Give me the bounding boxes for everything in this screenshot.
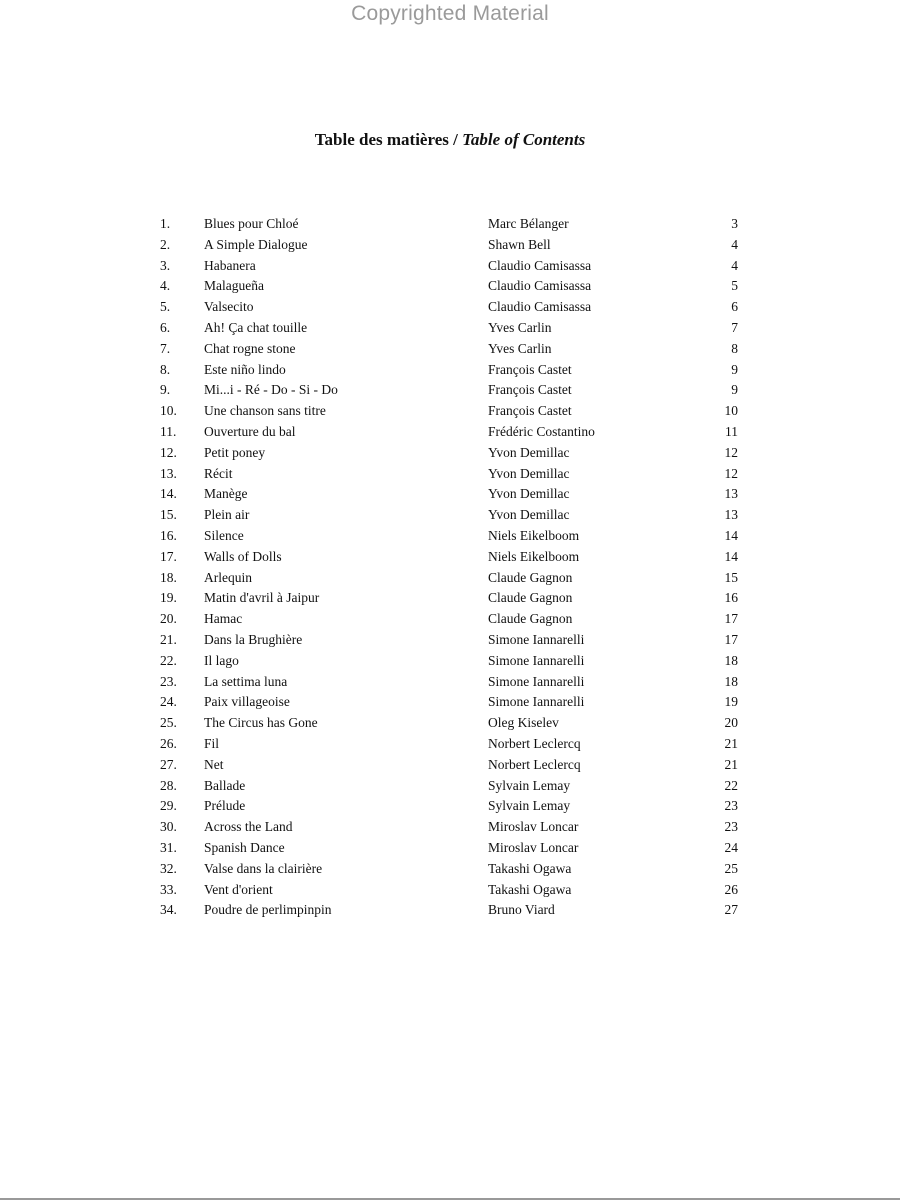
- toc-entry: [160, 339, 740, 360]
- entry-composer: Yvon Demillac: [488, 507, 570, 523]
- entry-page-number: 8: [731, 340, 738, 356]
- toc-entry: [160, 900, 740, 921]
- entry-title: Chat rogne stone: [204, 340, 296, 356]
- entry-page-number: 4: [731, 236, 738, 252]
- entry-number: 3.: [160, 257, 171, 273]
- entry-page-number: 17: [724, 631, 738, 647]
- entry-composer: Claudio Camisassa: [488, 299, 592, 315]
- entry-title: Valsecito: [204, 299, 254, 315]
- entry-title: Habanera: [204, 257, 256, 273]
- entry-page-number: 11: [725, 423, 738, 439]
- toc-entry: [160, 838, 740, 859]
- entry-number: 5.: [160, 299, 171, 315]
- entry-composer: Miroslav Loncar: [488, 839, 579, 855]
- entry-title: Ballade: [204, 777, 246, 793]
- toc-entry: [160, 776, 740, 797]
- entry-number: 9.: [160, 382, 171, 398]
- entry-page-number: 21: [724, 756, 738, 772]
- entry-composer: Claudio Camisassa: [488, 278, 592, 294]
- entry-composer: François Castet: [488, 361, 572, 377]
- entry-number: 27.: [160, 756, 177, 772]
- entry-page-number: 15: [724, 569, 738, 585]
- entry-composer: Simone Iannarelli: [488, 694, 585, 710]
- entry-composer: Sylvain Lemay: [488, 798, 571, 814]
- entry-composer: Yvon Demillac: [488, 465, 570, 481]
- entry-number: 29.: [160, 798, 177, 814]
- toc-entry: [160, 443, 740, 464]
- title-english: Table of Contents: [462, 130, 586, 149]
- entry-page-number: 25: [724, 860, 738, 876]
- entry-page-number: 19: [724, 694, 738, 710]
- entry-page-number: 27: [724, 902, 738, 918]
- toc-entry: [160, 880, 740, 901]
- entry-title: Silence: [204, 527, 244, 543]
- toc-entry: [160, 609, 740, 630]
- entry-number: 19.: [160, 590, 177, 606]
- entry-title: Mi...i - Ré - Do - Si - Do: [204, 382, 338, 398]
- toc-entry: [160, 755, 740, 776]
- entry-number: 11.: [160, 423, 177, 439]
- entry-number: 16.: [160, 527, 177, 543]
- toc-entry: [160, 526, 740, 547]
- entry-number: 23.: [160, 673, 177, 689]
- entry-composer: Claude Gagnon: [488, 569, 573, 585]
- entry-number: 15.: [160, 507, 177, 523]
- toc-entry: [160, 568, 740, 589]
- entry-title: Il lago: [204, 652, 239, 668]
- entry-title: Arlequin: [204, 569, 252, 585]
- entry-number: 6.: [160, 319, 171, 335]
- entry-page-number: 17: [724, 611, 738, 627]
- entry-composer: Simone Iannarelli: [488, 631, 585, 647]
- entry-title: Blues pour Chloé: [204, 216, 299, 231]
- toc-entry: [160, 401, 740, 422]
- entry-page-number: 4: [731, 257, 738, 273]
- entry-number: 4.: [160, 278, 171, 294]
- toc-entry: [160, 713, 740, 734]
- entry-number: 34.: [160, 902, 177, 918]
- entry-composer: Sylvain Lemay: [488, 777, 571, 793]
- entry-composer: Yvon Demillac: [488, 486, 570, 502]
- entry-number: 13.: [160, 465, 177, 481]
- entry-title: Across the Land: [204, 819, 293, 835]
- entry-page-number: 14: [724, 548, 738, 564]
- entry-number: 28.: [160, 777, 177, 793]
- toc-entry: [160, 505, 740, 526]
- entry-title: Ah! Ça chat touille: [204, 319, 308, 335]
- entry-page-number: 10: [724, 403, 738, 419]
- entry-number: 26.: [160, 735, 177, 751]
- entry-composer: Miroslav Loncar: [488, 819, 579, 835]
- toc-entry: [160, 360, 740, 381]
- entry-page-number: 7: [731, 319, 738, 335]
- entry-page-number: 24: [724, 839, 738, 855]
- toc-entry: [160, 672, 740, 693]
- entry-number: 30.: [160, 819, 177, 835]
- toc-entry: [160, 734, 740, 755]
- entry-title: Une chanson sans titre: [204, 403, 326, 419]
- entry-number: 21.: [160, 631, 177, 647]
- entry-title: Manège: [204, 486, 248, 502]
- entry-page-number: 9: [731, 361, 738, 377]
- entry-title: Prélude: [204, 798, 246, 814]
- entry-page-number: 20: [724, 715, 738, 731]
- entry-number: 22.: [160, 652, 177, 668]
- entry-number: 2.: [160, 236, 171, 252]
- copyright-watermark: Copyrighted Material: [351, 2, 549, 25]
- entry-title: Matin d'avril à Jaipur: [204, 590, 320, 606]
- entry-number: 33.: [160, 881, 177, 897]
- entry-composer: Oleg Kiselev: [488, 715, 559, 731]
- entry-title: Net: [204, 756, 224, 772]
- entry-number: 12.: [160, 444, 177, 460]
- toc-entry: [160, 422, 740, 443]
- entry-number: 7.: [160, 340, 171, 356]
- toc-entry: [160, 464, 740, 485]
- entry-composer: Takashi Ogawa: [488, 860, 572, 876]
- toc-entry: [160, 235, 740, 256]
- entry-page-number: 5: [731, 278, 738, 294]
- entry-title: Ouverture du bal: [204, 423, 296, 439]
- entry-page-number: 16: [724, 590, 738, 606]
- entry-composer: Claude Gagnon: [488, 611, 573, 627]
- entry-composer: Simone Iannarelli: [488, 673, 585, 689]
- entry-page-number: 12: [724, 444, 738, 460]
- entry-number: 17.: [160, 548, 177, 564]
- entry-page-number: 13: [724, 486, 738, 502]
- entry-number: 18.: [160, 569, 177, 585]
- entry-number: 20.: [160, 611, 177, 627]
- entry-title: Spanish Dance: [204, 839, 285, 855]
- entry-title: Récit: [204, 465, 233, 481]
- entry-composer: Yves Carlin: [488, 340, 552, 356]
- entry-composer: Frédéric Costantino: [488, 423, 595, 439]
- toc-entry: [160, 796, 740, 817]
- entry-title: Fil: [204, 735, 220, 751]
- entry-number: 14.: [160, 486, 177, 502]
- entry-composer: Niels Eikelboom: [488, 548, 580, 564]
- entry-composer: Shawn Bell: [488, 236, 551, 252]
- table-of-contents: [160, 214, 740, 921]
- entry-page-number: 23: [724, 798, 738, 814]
- entry-number: 1.: [160, 216, 171, 231]
- toc-entry: [160, 588, 740, 609]
- toc-entry: [160, 547, 740, 568]
- entry-title: Valse dans la clairière: [204, 860, 323, 876]
- entry-title: The Circus has Gone: [204, 715, 318, 731]
- toc-entry: [160, 297, 740, 318]
- entry-page-number: 12: [724, 465, 738, 481]
- toc-entry: [160, 859, 740, 880]
- entry-composer: Yves Carlin: [488, 319, 552, 335]
- entry-composer: François Castet: [488, 403, 572, 419]
- toc-entry: [160, 318, 740, 339]
- title-french: Table des matières /: [314, 130, 463, 149]
- toc-entry: [160, 630, 740, 651]
- toc-entry: [160, 484, 740, 505]
- entry-number: 10.: [160, 403, 177, 419]
- entry-title: Petit poney: [204, 444, 266, 460]
- entry-page-number: 18: [724, 673, 738, 689]
- entry-page-number: 9: [731, 382, 738, 398]
- entry-title: Plein air: [204, 507, 250, 523]
- entry-page-number: 14: [724, 527, 738, 543]
- entry-composer: Claude Gagnon: [488, 590, 573, 606]
- entry-page-number: 18: [724, 652, 738, 668]
- page-title: [0, 130, 900, 150]
- toc-entry: [160, 276, 740, 297]
- toc-entry: [160, 256, 740, 277]
- toc-entry: [160, 380, 740, 401]
- toc-entry: [160, 692, 740, 713]
- entry-composer: Norbert Leclercq: [488, 735, 581, 751]
- entry-number: 8.: [160, 361, 171, 377]
- toc-entry: [160, 214, 740, 235]
- entry-title: A Simple Dialogue: [204, 236, 308, 252]
- entry-page-number: 6: [731, 299, 738, 315]
- entry-composer: Marc Bélanger: [488, 216, 569, 231]
- entry-page-number: 26: [724, 881, 738, 897]
- entry-composer: Norbert Leclercq: [488, 756, 581, 772]
- entry-number: 32.: [160, 860, 177, 876]
- entry-title: Poudre de perlimpinpin: [204, 902, 332, 918]
- entry-composer: François Castet: [488, 382, 572, 398]
- entry-title: Vent d'orient: [204, 881, 273, 897]
- entry-composer: Takashi Ogawa: [488, 881, 572, 897]
- toc-entry: [160, 817, 740, 838]
- entry-title: La settima luna: [204, 673, 288, 689]
- entry-composer: Niels Eikelboom: [488, 527, 580, 543]
- entry-number: 24.: [160, 694, 177, 710]
- entry-composer: Bruno Viard: [488, 902, 555, 918]
- entry-page-number: 13: [724, 507, 738, 523]
- entry-title: Paix villageoise: [204, 694, 290, 710]
- entry-page-number: 21: [724, 735, 738, 751]
- entry-title: Este niño lindo: [204, 361, 286, 377]
- entry-title: Hamac: [204, 611, 243, 627]
- entry-title: Malagueña: [204, 278, 264, 294]
- entry-title: Walls of Dolls: [204, 548, 282, 564]
- entry-page-number: 23: [724, 819, 738, 835]
- entry-composer: Simone Iannarelli: [488, 652, 585, 668]
- entry-composer: Claudio Camisassa: [488, 257, 592, 273]
- entry-title: Dans la Brughière: [204, 631, 303, 647]
- entry-number: 25.: [160, 715, 177, 731]
- entry-page-number: 3: [731, 216, 738, 231]
- entry-composer: Yvon Demillac: [488, 444, 570, 460]
- entry-page-number: 22: [724, 777, 738, 793]
- toc-entry: [160, 651, 740, 672]
- entry-number: 31.: [160, 839, 177, 855]
